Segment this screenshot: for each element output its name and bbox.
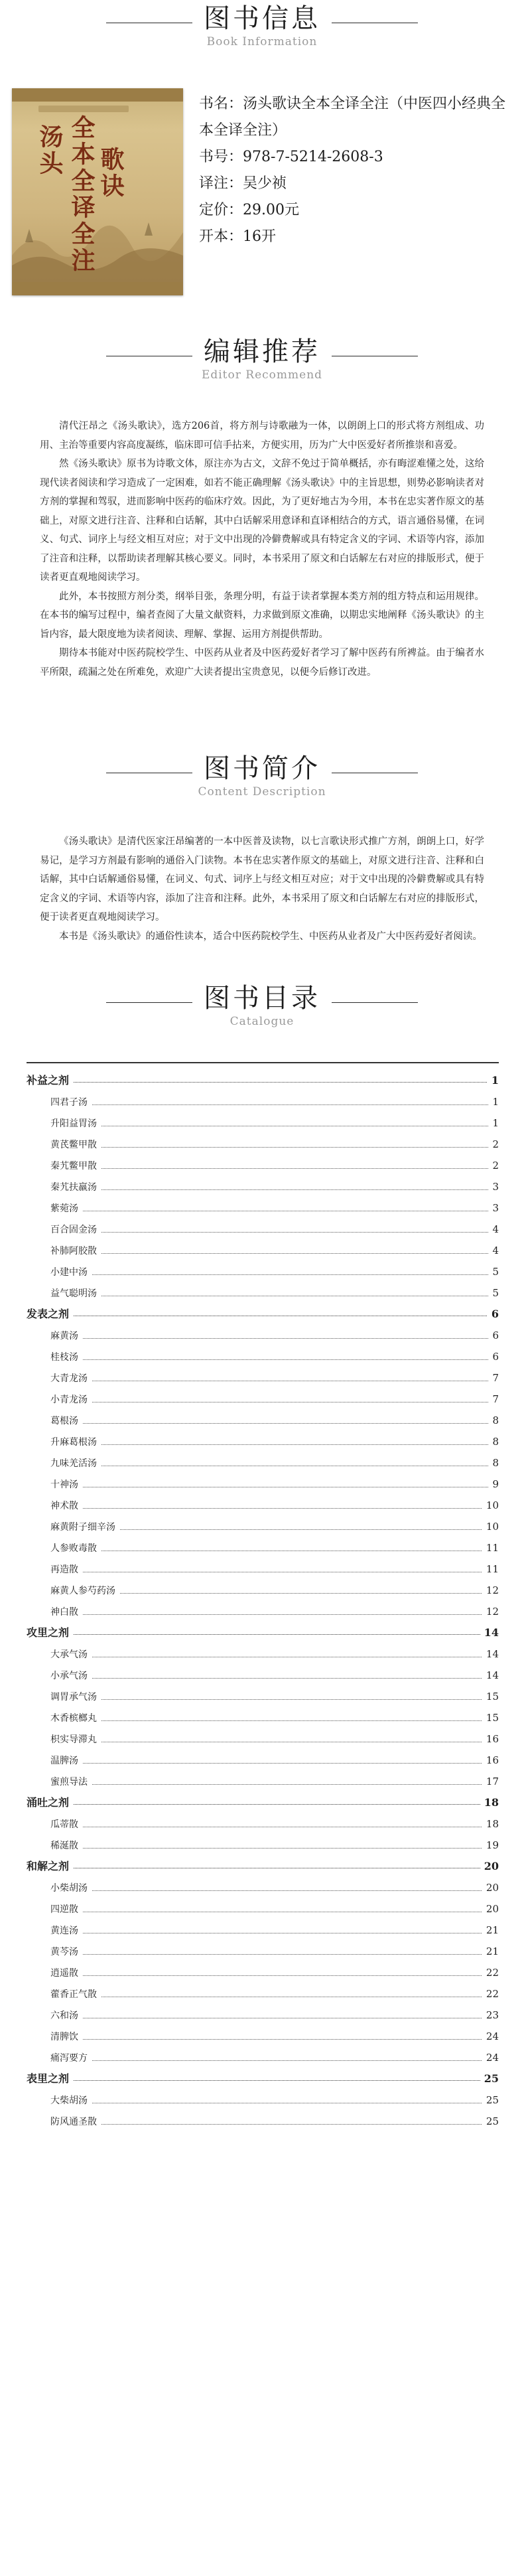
toc-page-number: 21 [482, 1920, 499, 1941]
toc-chapter[interactable] [27, 1304, 499, 1325]
editor-recommend-text [40, 417, 484, 682]
toc-page-number: 20 [482, 1898, 499, 1920]
section-subtitle: Editor Recommend [201, 368, 323, 382]
toc-chapter[interactable] [27, 1792, 499, 1813]
toc-page-number: 14 [480, 1622, 499, 1643]
leader-dots [50, 1699, 499, 1700]
toc-title: 小建中汤 [50, 1267, 92, 1278]
toc-page-number: 15 [482, 1707, 499, 1728]
toc-page-number: 1 [488, 1070, 499, 1091]
toc-item[interactable] [27, 1707, 499, 1728]
toc-item[interactable] [27, 1325, 499, 1346]
format: 16开 [243, 228, 277, 245]
toc-page-number: 6 [488, 1325, 499, 1346]
toc-item[interactable] [27, 1983, 499, 2005]
leader-dots [50, 1975, 499, 1976]
toc-title: 升阳益胃汤 [50, 1118, 101, 1129]
toc-item[interactable] [27, 1877, 499, 1898]
toc-title: 清脾饮 [50, 2032, 82, 2042]
section-title: 图书信息 [204, 3, 320, 34]
toc-title: 发表之剂 [27, 1308, 73, 1320]
toc-title: 稀涎散 [50, 1841, 82, 1851]
toc-page-number: 6 [488, 1346, 499, 1367]
toc-chapter[interactable] [27, 1856, 499, 1877]
toc-title: 大柴胡汤 [50, 2095, 92, 2106]
leader-dots [50, 2060, 499, 2061]
toc-chapter[interactable] [27, 1070, 499, 1091]
toc-title: 黄芩汤 [50, 1947, 82, 1957]
leader-dots [50, 2039, 499, 2040]
book-meta [199, 91, 511, 250]
leader-dots [50, 1359, 499, 1360]
section-header-book-info [0, 3, 524, 49]
book-name-row: 书名：汤头歌诀全本全译全注（中医四小经典全本全译全注） [199, 96, 506, 139]
toc-title: 麻黄人参芍药汤 [50, 1586, 119, 1596]
toc-item[interactable] [27, 1728, 499, 1750]
toc-title: 逍遥散 [50, 1968, 82, 1979]
toc-title: 紫菀汤 [50, 1203, 82, 1214]
section-subtitle: Book Information [206, 35, 318, 48]
toc-page-number: 24 [482, 2026, 499, 2047]
toc-item[interactable] [27, 1346, 499, 1367]
toc-title: 六和汤 [50, 2010, 82, 2021]
toc-title: 小柴胡汤 [50, 1883, 92, 1894]
toc-title: 神白散 [50, 1607, 82, 1618]
leader-dots [50, 1763, 499, 1764]
leader-dots [50, 1848, 499, 1849]
toc-title: 表里之剂 [27, 2072, 73, 2085]
toc-item[interactable] [27, 2047, 499, 2068]
cover-title-2: 全本全译全注 [68, 115, 96, 274]
leader-dots [50, 1232, 499, 1233]
toc-page-number: 3 [488, 1197, 499, 1219]
toc-title: 小承气汤 [50, 1671, 92, 1681]
toc-title: 补益之剂 [27, 1074, 73, 1087]
leader-dots [50, 1189, 499, 1190]
landscape-illustration [12, 202, 183, 282]
toc-title: 升麻葛根汤 [50, 1437, 101, 1448]
toc-title: 秦艽鳖甲散 [50, 1161, 101, 1172]
paragraph: 本书是《汤头歌诀》的通俗性读本，适合中医药院校学生、中医药从业者及广大中医药爱好者阅读。 [59, 931, 482, 942]
toc-item[interactable] [27, 1367, 499, 1389]
section-title: 图书简介 [204, 753, 320, 784]
toc-title: 温脾汤 [50, 1756, 82, 1766]
toc-page-number: 10 [482, 1495, 499, 1516]
toc-title: 防风通圣散 [50, 2117, 101, 2127]
toc-title: 黄连汤 [50, 1926, 82, 1936]
toc-item[interactable] [27, 1452, 499, 1474]
leader-dots [50, 1423, 499, 1424]
paragraph: 此外，本书按照方剂分类，纲举目张，条理分明，有益于读者掌握本类方剂的组方特点和运用规律。在本书的编写过程中，编者查阅了大量文献资料，力求做到原文准确，以期忠实地阐释《汤头歌诀》的主旨内容，最大限度地为读者阅读、理解、掌握、运用方剂提供帮助。 [40, 591, 484, 640]
toc-page-number: 16 [482, 1750, 499, 1771]
cover-title-1: 汤头 [36, 124, 64, 177]
leader-dots [50, 1508, 499, 1509]
toc-title: 葛根汤 [50, 1416, 82, 1426]
toc-title: 瓜蒂散 [50, 1819, 82, 1830]
toc-item[interactable] [27, 2026, 499, 2047]
toc-page-number: 14 [482, 1665, 499, 1686]
toc-item[interactable] [27, 1771, 499, 1792]
book-info-block [0, 83, 524, 302]
toc-page-number: 23 [482, 2005, 499, 2026]
toc-title: 秦艽扶羸汤 [50, 1182, 101, 1193]
toc-page-number: 5 [488, 1282, 499, 1304]
toc-title: 藿香正气散 [50, 1989, 101, 2000]
toc-page-number: 18 [482, 1813, 499, 1835]
leader-dots [27, 1804, 499, 1805]
toc-item[interactable] [27, 1580, 499, 1601]
toc-title: 九味羌活汤 [50, 1458, 101, 1469]
toc-title: 蜜煎导法 [50, 1777, 92, 1787]
toc-item[interactable] [27, 1240, 499, 1261]
toc-item[interactable] [27, 1665, 499, 1686]
isbn-row: 书号：978-7-5214-2608-3 [199, 149, 383, 165]
toc-item[interactable] [27, 1091, 499, 1112]
toc-item[interactable] [27, 1962, 499, 1983]
toc-page-number: 25 [482, 2111, 499, 2132]
toc-page-number: 8 [488, 1452, 499, 1474]
toc-item[interactable] [27, 1813, 499, 1835]
leader-dots [27, 1634, 499, 1635]
toc-item[interactable] [27, 1112, 499, 1134]
toc-page-number: 22 [482, 1983, 499, 2005]
leader-dots [50, 1274, 499, 1275]
section-subtitle: Content Description [198, 785, 326, 798]
toc-item[interactable] [27, 1835, 499, 1856]
paragraph: 期待本书能对中医药院校学生、中医药从业者及中医药爱好者学习了解中医药有所裨益。由于编者水平所限，疏漏之处在所难免，欢迎广大读者提出宝贵意见，以便今后修订改进。 [40, 648, 484, 678]
leader-dots [50, 1720, 499, 1721]
price: 29.00元 [243, 202, 299, 218]
table-of-contents [27, 1062, 499, 2132]
leader-dots [50, 1104, 499, 1105]
toc-title: 益气聪明汤 [50, 1288, 101, 1299]
toc-item[interactable] [27, 1219, 499, 1240]
toc-item[interactable] [27, 2005, 499, 2026]
toc-title: 木香槟榔丸 [50, 1713, 101, 1724]
toc-item[interactable] [27, 1686, 499, 1707]
leader-dots [50, 1168, 499, 1169]
toc-page-number: 7 [488, 1367, 499, 1389]
toc-item[interactable] [27, 1537, 499, 1558]
toc-item[interactable] [27, 1176, 499, 1197]
section-header-content [0, 753, 524, 799]
price-row: 定价：29.00元 [199, 202, 299, 218]
toc-page-number: 25 [480, 2068, 499, 2089]
toc-page-number: 1 [488, 1091, 499, 1112]
toc-item[interactable] [27, 1410, 499, 1431]
toc-item[interactable] [27, 1558, 499, 1580]
toc-title: 四君子汤 [50, 1097, 92, 1108]
section-title: 图书目录 [204, 983, 320, 1014]
toc-item[interactable] [27, 1155, 499, 1176]
toc-item[interactable] [27, 2111, 499, 2132]
toc-item[interactable] [27, 2089, 499, 2111]
toc-page-number: 9 [488, 1474, 499, 1495]
toc-title: 黄芪鳖甲散 [50, 1140, 101, 1150]
leader-dots [50, 2124, 499, 2125]
toc-page-number: 22 [482, 1962, 499, 1983]
toc-page-number: 12 [482, 1601, 499, 1622]
toc-page-number: 20 [482, 1877, 499, 1898]
divider [106, 1002, 192, 1003]
leader-dots [50, 1253, 499, 1254]
divider [332, 1002, 418, 1003]
paragraph: 《汤头歌诀》是清代医家汪昂编著的一本中医普及读物，以七言歌诀形式推广方剂，朗朗上口，好学易记，是学习方剂最有影响的通俗入门读物。本书在忠实著作原文的基础上，对原文进行注音、注释和白话解，其中白话解通俗易懂，在词义、句式、词序上与经文相互对应；对于文中出现的冷僻费解或具有特定含义的字词、术语等内容，添加了注音和注释。此外，本书采用了原文和白话解左右对应的排版形式，便于读者更直观地阅读学习。 [40, 836, 484, 923]
book-name: 汤头歌诀全本全译全注（中医四小经典全本全译全注） [199, 96, 506, 139]
toc-title: 大承气汤 [50, 1649, 92, 1660]
toc-title: 枳实导滞丸 [50, 1734, 101, 1745]
toc-title: 痛泻要方 [50, 2053, 92, 2064]
toc-title: 和解之剂 [27, 1860, 73, 1872]
toc-page-number: 17 [482, 1771, 499, 1792]
toc-title: 桂枝汤 [50, 1352, 82, 1363]
toc-item[interactable] [27, 1920, 499, 1941]
toc-page-number: 20 [480, 1856, 499, 1877]
toc-page-number: 14 [482, 1643, 499, 1665]
format-row: 开本：16开 [199, 228, 277, 245]
toc-page-number: 11 [482, 1537, 499, 1558]
leader-dots [27, 2080, 499, 2081]
toc-chapter[interactable] [27, 2068, 499, 2089]
toc-item[interactable] [27, 1643, 499, 1665]
toc-page-number: 16 [482, 1728, 499, 1750]
paragraph: 清代汪昂之《汤头歌诀》，选方206首，将方剂与诗歌融为一体，以朗朗上口的形式将方剂组成、功用、主治等重要内容高度凝练，临床即可信手拈来，方便实用，历为广大中医爱好者所推崇和喜爱。 [40, 421, 484, 451]
leader-dots [50, 1678, 499, 1679]
section-header-editor [0, 336, 524, 382]
toc-page-number: 4 [488, 1219, 499, 1240]
toc-title: 调胃承气汤 [50, 1692, 101, 1703]
toc-title: 攻里之剂 [27, 1626, 73, 1639]
paragraph: 然《汤头歌诀》原书为诗歌文体，原注亦为古文，文辞不免过于简单概括，亦有晦涩难懂之处，这给现代读者阅读和学习造成了一定困难，如若不能正确理解《汤头歌诀》中的主旨思想，则势必影响读者对方剂的掌握和驾驭，进而影响中医药的临床疗效。因此，为了更好地古为今用，本书在忠实著作原文的基础上，对原文进行注音、注释和白话解，其中白话解采用意译和直译相结合的方式，语言通俗易懂，在词义、句式、词序上与经文相互对应；对于文中出现的冷僻费解或具有特定含义的字词、术语等内容，添加了注音和注释，以帮助读者理解其核心要义。同时，本书采用了原文和白话解左右对应的排版形式，便于读者更直观地阅读学习。 [40, 459, 484, 583]
toc-page-number: 11 [482, 1558, 499, 1580]
toc-item[interactable] [27, 1474, 499, 1495]
toc-item[interactable] [27, 1197, 499, 1219]
section-header-catalogue [0, 982, 524, 1029]
cover-title-3: 歌诀 [97, 147, 125, 200]
toc-page-number: 25 [482, 2089, 499, 2111]
section-title: 编辑推荐 [204, 337, 320, 367]
toc-title: 神术散 [50, 1501, 82, 1511]
toc-page-number: 6 [488, 1304, 499, 1325]
toc-page-number: 24 [482, 2047, 499, 2068]
toc-title: 涌吐之剂 [27, 1796, 73, 1809]
toc-title: 再造散 [50, 1564, 82, 1575]
toc-title: 麻黄附子细辛汤 [50, 1522, 119, 1533]
toc-page-number: 5 [488, 1261, 499, 1282]
toc-item[interactable] [27, 1431, 499, 1452]
toc-title: 小青龙汤 [50, 1395, 92, 1405]
toc-page-number: 18 [480, 1792, 499, 1813]
toc-item[interactable] [27, 1495, 499, 1516]
toc-item[interactable] [27, 1516, 499, 1537]
toc-page-number: 4 [488, 1240, 499, 1261]
toc-title: 人参败毒散 [50, 1543, 101, 1554]
toc-item[interactable] [27, 1941, 499, 1962]
toc-page-number: 3 [488, 1176, 499, 1197]
toc-page-number: 8 [488, 1431, 499, 1452]
toc-item[interactable] [27, 1750, 499, 1771]
section-subtitle: Catalogue [229, 1015, 295, 1028]
toc-title: 大青龙汤 [50, 1373, 92, 1384]
leader-dots [50, 1614, 499, 1615]
toc-page-number: 19 [482, 1835, 499, 1856]
toc-page-number: 2 [488, 1155, 499, 1176]
toc-page-number: 15 [482, 1686, 499, 1707]
translator: 吴少祯 [243, 175, 287, 192]
toc-title: 补肺阿胶散 [50, 1246, 101, 1256]
toc-title: 十神汤 [50, 1479, 82, 1490]
toc-page-number: 10 [482, 1516, 499, 1537]
toc-page-number: 7 [488, 1389, 499, 1410]
leader-dots [27, 1082, 499, 1083]
leader-dots [50, 1954, 499, 1955]
leader-dots [50, 1147, 499, 1148]
toc-page-number: 2 [488, 1134, 499, 1155]
toc-item[interactable] [27, 1389, 499, 1410]
translator-row: 译注：吴少祯 [199, 175, 287, 192]
toc-page-number: 21 [482, 1941, 499, 1962]
toc-title: 四逆散 [50, 1904, 82, 1915]
leader-dots [50, 1338, 499, 1339]
toc-page-number: 12 [482, 1580, 499, 1601]
toc-page-number: 8 [488, 1410, 499, 1431]
toc-item[interactable] [27, 1282, 499, 1304]
toc-item[interactable] [27, 1601, 499, 1622]
leader-dots [50, 1444, 499, 1445]
toc-title: 百合固金汤 [50, 1225, 101, 1235]
divider [27, 1062, 499, 1063]
toc-item[interactable] [27, 1134, 499, 1155]
leader-dots [50, 1890, 499, 1891]
toc-chapter[interactable] [27, 1622, 499, 1643]
toc-item[interactable] [27, 1898, 499, 1920]
book-cover-image [12, 88, 183, 295]
toc-item[interactable] [27, 1261, 499, 1282]
leader-dots [50, 1784, 499, 1785]
isbn: 978-7-5214-2608-3 [243, 149, 383, 165]
toc-title: 麻黄汤 [50, 1331, 82, 1341]
content-description-text [40, 832, 484, 946]
toc-page-number: 1 [488, 1112, 499, 1134]
